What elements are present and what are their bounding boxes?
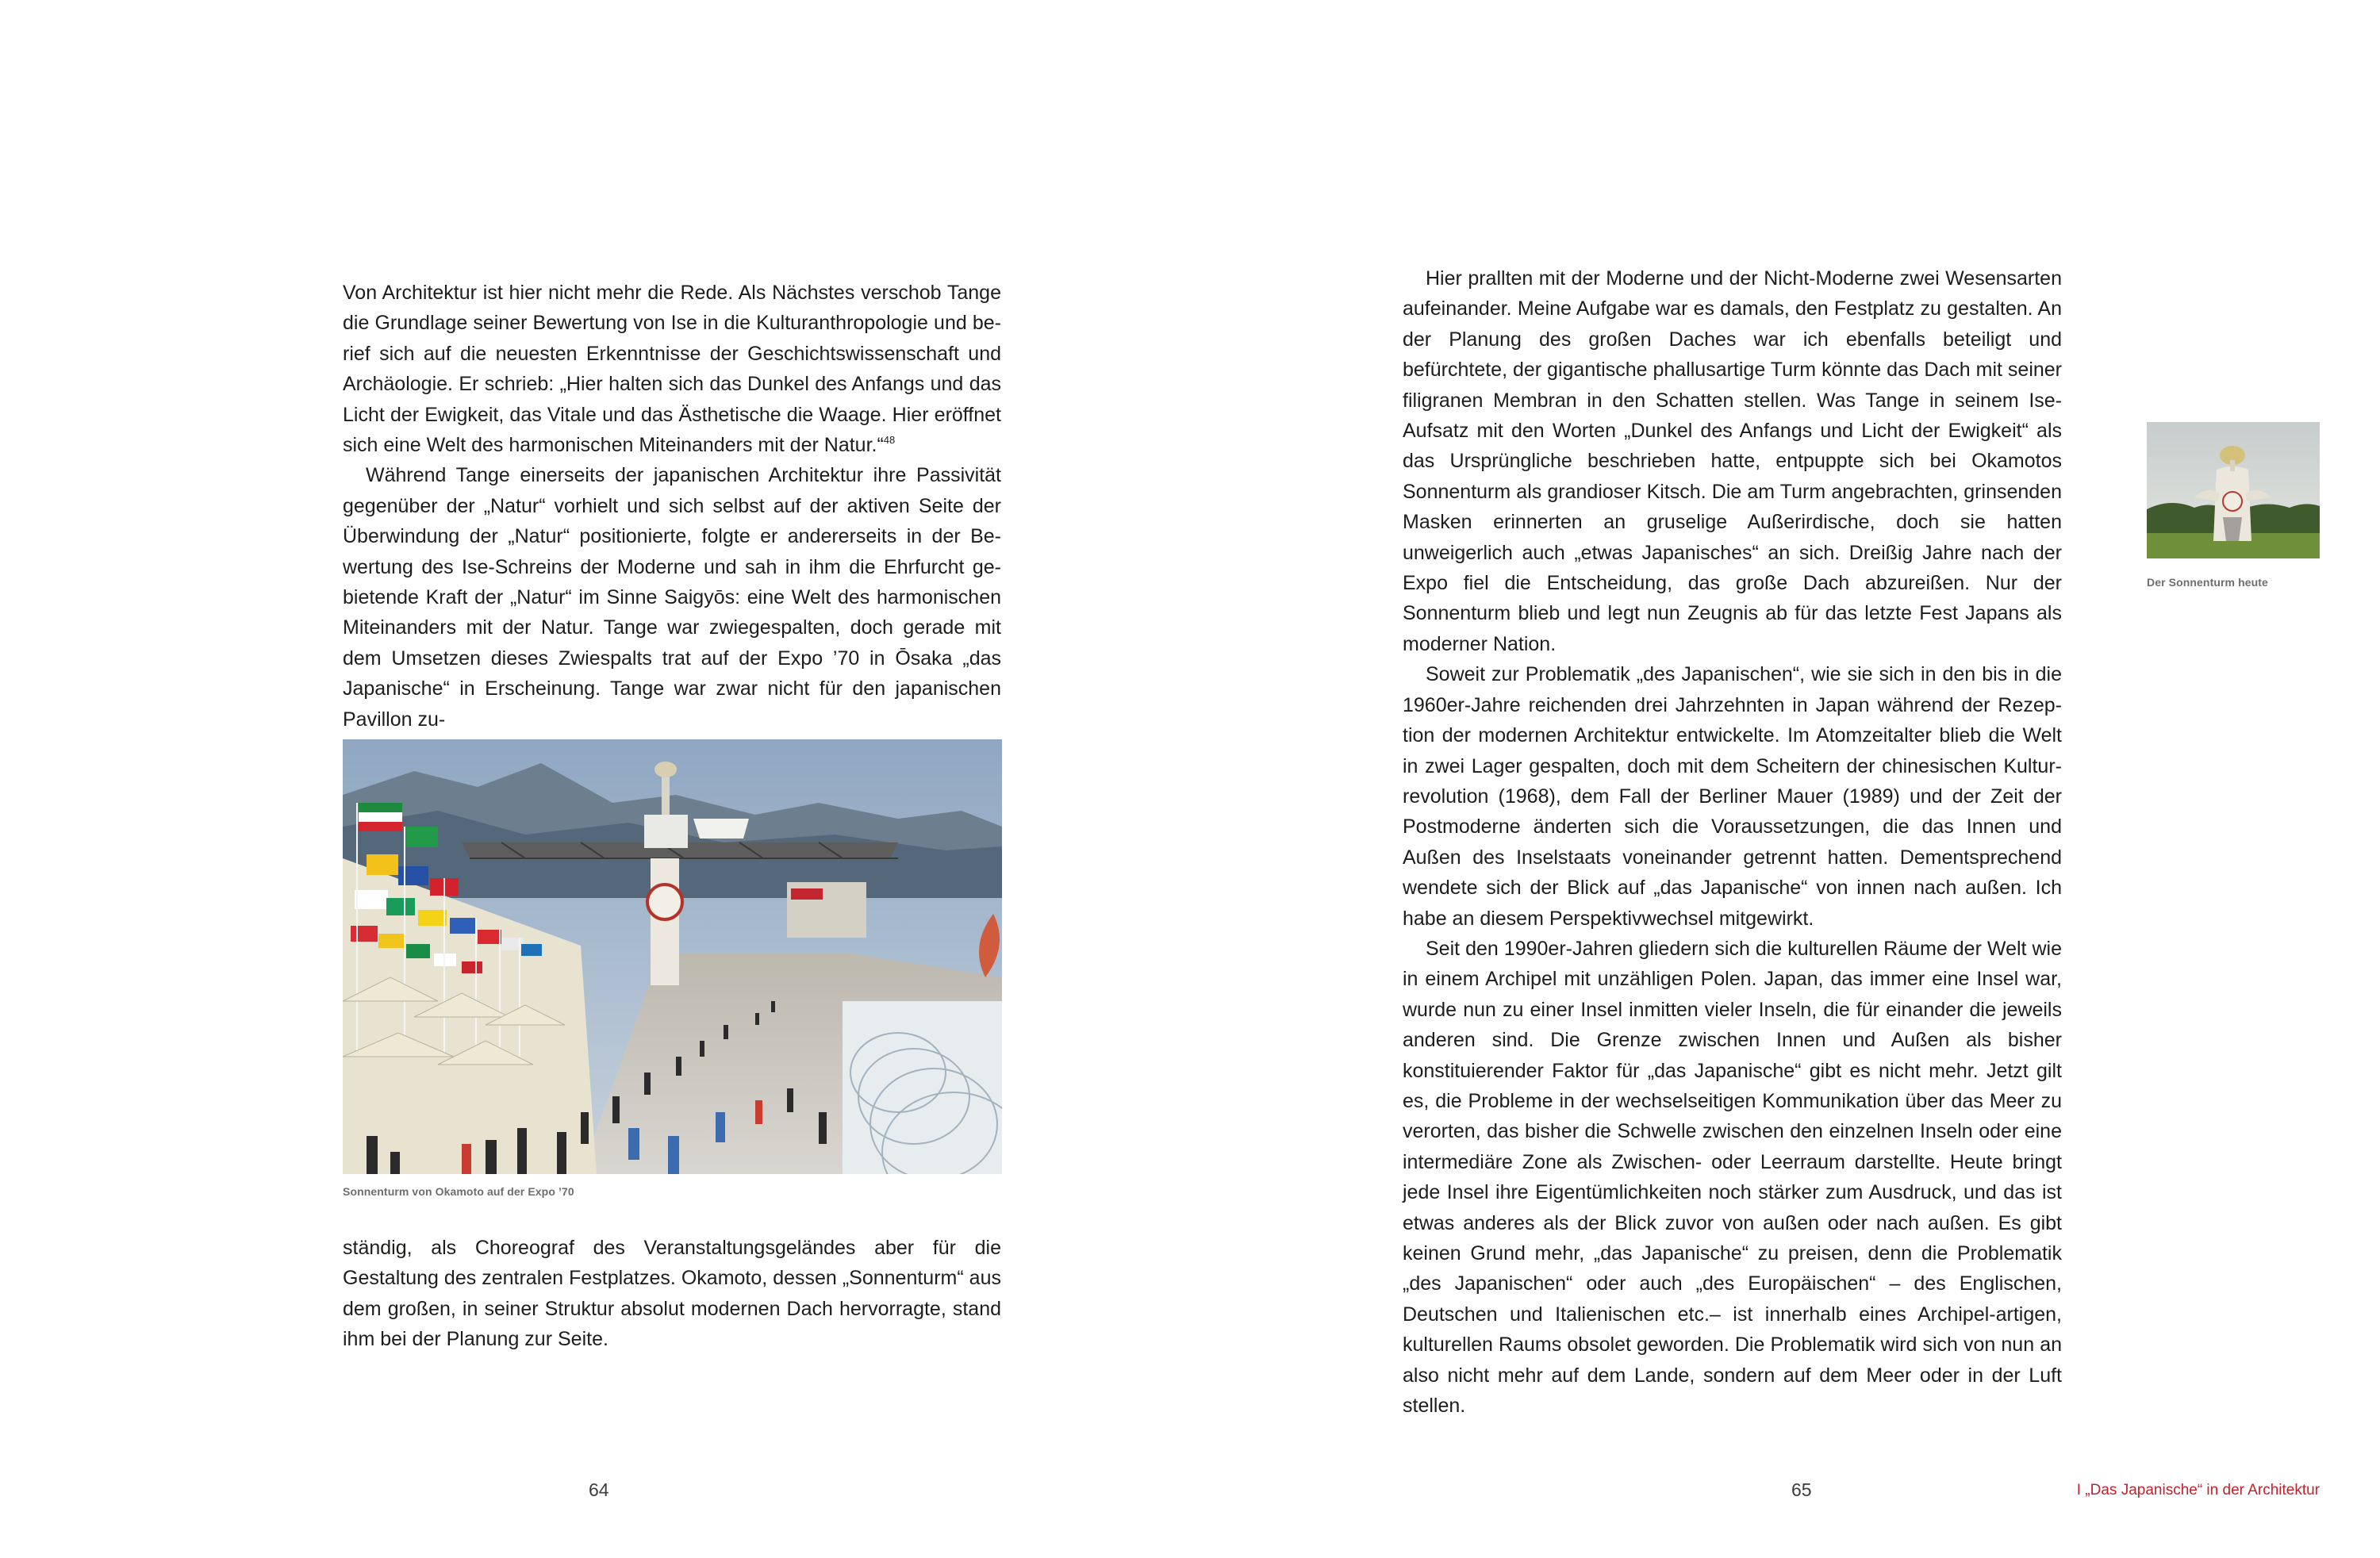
side-figure-caption: Der Sonnenturm heute xyxy=(2147,576,2268,589)
paragraph: Soweit zur Problematik „des Japanischen“, wie sie sich in den bis in die 1960er-Jahre reichenden drei Jahrzehnten in Japan während der Rezeption der modernen Architektur entwickelte. Im Atomzeitalter blieb die Welt in zwei Lager gespalten, doch mit dem Scheitern der chinesischen Kulturrevolution (1968), dem Fall der Berliner Mauer (1989) und der Zeit der Postmoderne änderten sich die Voraussetzungen, die das Innen und Außen des Inselstaats voneinander getrennt hatten. Dementsprechend wendete sich der Blick auf „das Japanische“ von innen nach außen. Ich habe an diesem Perspektivwechsel mitgewirkt. xyxy=(1403,663,2062,930)
expo-photo xyxy=(343,739,1002,1174)
running-head: I „Das Japanische“ in der Architektur xyxy=(2076,1482,2320,1499)
paragraph: ständig, als Choreograf des Veranstaltungsgeländes aber für die Gestaltung des zentralen Festplatzes. Okamoto, dessen „Sonnenturm“ aus dem großen, in seiner Struktur absolut modernen Dach hervorragte, stand ihm bei der Planung zur Seite. xyxy=(343,1237,1001,1351)
footnote-ref[interactable]: 48 xyxy=(883,434,896,447)
page-number: 65 xyxy=(1791,1479,1812,1500)
paragraph: Während Tange einerseits der japanischen Architektur ihre Passivität gegenüber der „Natur“ vorhielt und sich selbst auf der aktiven Seite der Überwindung der „Natur“ positionierte, folgte er andererseits in der Bewertung des Ise-Schreins der Moderne und sah in ihm die Ehrfurcht gebietende Kraft der „Natur“ im Sinne Saigyōs: eine Welt des harmonischen Miteinanders mit der Natur. Tange war zwiegespalten, doch gerade mit dem Umsetzen dieses Zwiespalts trat auf der Expo ’70 in Ōsaka „das Japanische“ in Erscheinung. Tange war zwar nicht für den japanischen Pavillon zu- xyxy=(343,464,1001,731)
paragraph: Hier prallten mit der Moderne und der Nicht-Moderne zwei Wesensarten aufeinander. Meine Aufgabe war es damals, den Festplatz zu gestalten. An der Planung des großen Daches war ich ebenfalls beteiligt und befürchtete, der gigantische phallusartige Turm könnte das Dach mit seiner filigranen Membran in den Schatten stellen. Was Tange in seinem Ise-Aufsatz mit den Worten „Dunkel des Anfangs und Licht der Ewigkeit“ als das Ursprüngliche beschrieben hatte, entpuppte sich bei Okamotos Sonnenturm als grandioser Kitsch. Die am Turm angebrachten, grinsenden Masken erinnerten an gruselige Außerirdische, doch sie hatten unweigerlich auch „etwas Japanisches“ an sich. Dreißig Jahre nach der Expo fiel die Entscheidung, das große Dach abzureißen. Nur der Sonnenturm blieb und legt nun Zeugnis ab für das letzte Fest Japans als moderner Nation. xyxy=(1403,267,2063,655)
expo-sun-tower-image xyxy=(343,739,1002,1174)
tower-today-photo xyxy=(2147,422,2320,558)
paragraph: Von Architektur ist hier nicht mehr die Rede. Als Nächstes verschob Tange die Grundlage seiner Bewertung von Ise in die Kulturanthropologie und berief sich auf die neuesten Erkenntnisse der Geschichtswissenschaft und Archäologie. Er schrieb: „Hier halten sich das Dunkel des Anfangs und das Licht der Ewigkeit, das Vitale und das Ästhetische die Waage. Hier eröffnet sich eine Welt des harmonischen Miteinanders mit der Natur.“$^{48}$ xyxy=(343,282,1001,457)
paragraph: Seit den 1990er-Jahren gliedern sich die kulturellen Räume der Welt wie in einem Archipel mit unzähligen Polen. Japan, das immer eine Insel war, wurde nun zu einer Insel inmitten vieler Inseln, die für einander die jeweils anderen sind. Die Grenze zwischen Innen und Außen als bisher konstituierender Faktor für „das Japanische“ gibt es nicht mehr. Jetzt gilt es, die Probleme in der wechselseitigen Kommunikation über das Meer zu verorten, das bisher die Schwelle zwischen den einzelnen Inseln oder eine intermediäre Zone als Zwischen- oder Leerraum darstellte. Heute bringt jede Insel ihre Eigentümlichkeiten noch stärker zum Ausdruck, und das ist etwas anderes als der Blick zuvor von außen oder nach außen. Es gibt keinen Grund mehr, „das Japanische“ zu preisen, denn die Problematik „des Japanischen“ oder auch „des Europäischen“ – des Englischen, Deutschen und Italienischen etc.– ist innerhalb eines Archipel-artigen, kulturellen Raums obsolet geworden. Die Problematik wird sich von nun an also nicht mehr auf dem Lande, sondern auf dem Meer oder in der Luft stellen. xyxy=(1403,937,2062,1418)
sun-tower-today-image xyxy=(2147,422,2320,558)
left-body-text-bottom xyxy=(343,1233,1001,1355)
left-body-text-top xyxy=(343,278,1001,735)
figure-caption: Sonnenturm von Okamoto auf der Expo ’70 xyxy=(343,1185,574,1198)
page-number: 64 xyxy=(589,1479,609,1500)
right-body-text xyxy=(1403,263,2062,1421)
